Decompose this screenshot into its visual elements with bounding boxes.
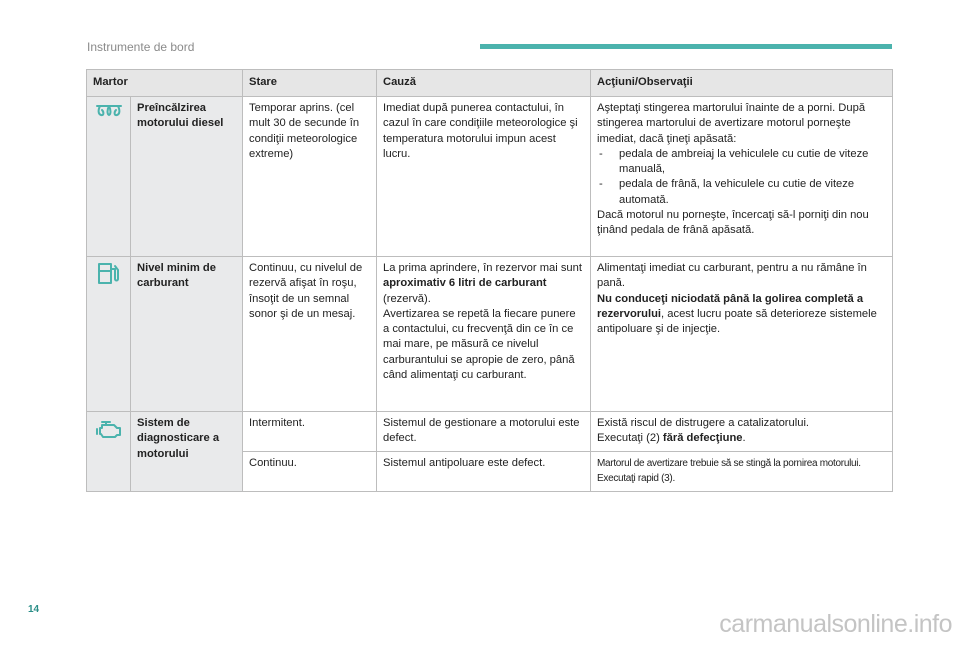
actions-text: .	[742, 432, 746, 445]
table-row	[87, 412, 893, 452]
actions-cell	[591, 412, 893, 452]
actions-cell	[591, 257, 893, 412]
glow-plug-icon	[94, 101, 124, 125]
state-cell: Continuu, cu nivelul de rezervă afişat în roşu, însoţit de un semnal sonor şi de un mesaj.	[243, 257, 377, 412]
actions-text: Executaţi rapid (3).	[597, 473, 675, 484]
section-title-bar	[480, 44, 892, 49]
page-number: 14	[28, 604, 40, 615]
cause-cell: Imediat după punerea contactului, în cazul în care condiţiile meteorologice şi temperatura motorului impun acest lucru.	[377, 97, 591, 257]
cause-cell	[377, 257, 591, 412]
actions-text: Martorul de avertizare trebuie să se stingă la pornirea motorului.	[597, 458, 861, 469]
actions-text: Alimentaţi imediat cu carburant, pentru a nu rămâne în pană.	[597, 262, 867, 290]
section-title: Instrumente de bord	[87, 40, 195, 54]
list-item: - pedala de frână, la vehiculele cu cutie de viteze automată.	[597, 177, 886, 208]
warning-name: Preîncălzirea motorului diesel	[131, 97, 243, 257]
watermark: carmanualsonline.info	[719, 610, 952, 638]
state-cell: Intermitent.	[243, 412, 377, 452]
warning-name: Sistem de diagnosticare a motorului	[131, 412, 243, 492]
actions-text: Există riscul de distrugere a catalizatorului.	[597, 417, 810, 429]
list-item: - pedala de ambreiaj la vehiculele cu cutie de viteze manuală,	[597, 147, 886, 178]
warning-name: Nivel minim de carburant	[131, 257, 243, 412]
warning-lights-table	[86, 69, 893, 492]
engine-check-icon	[94, 416, 124, 440]
cause-text: Avertizarea se repetă la fiecare punere a contactului, cu frecvenţă din ce în ce mai mare, pe măsură ce nivelul carburantului se apropie de zero, până când alimentaţi cu carburant.	[383, 307, 576, 382]
cause-bold-text: aproximativ 6 litri de carburant	[383, 277, 547, 290]
actions-text: , acest lucru poate să deterioreze sistemele antipoluare şi de injecţie.	[597, 307, 877, 336]
actions-text: Executaţi (2)	[597, 432, 663, 445]
table-header-row	[87, 70, 893, 97]
state-cell: Temporar aprins. (cel mult 30 de secunde în condiţii meteorologice extreme)	[243, 97, 377, 257]
table-row	[87, 97, 893, 257]
actions-list	[597, 147, 886, 208]
column-header-stare: Stare	[243, 70, 377, 97]
actions-cell	[591, 97, 893, 257]
icon-cell	[87, 412, 131, 492]
actions-bold-text: Nu conduceţi niciodată până la golirea completă a rezervorului	[597, 292, 864, 320]
column-header-martor: Martor	[87, 70, 243, 97]
actions-cell	[591, 452, 893, 492]
cause-cell: Sistemul antipoluare este defect.	[377, 452, 591, 492]
icon-cell	[87, 257, 131, 412]
fuel-pump-icon	[94, 261, 124, 285]
actions-outro: Dacă motorul nu porneşte, încercaţi să-l porniţi din nou ţinând pedala de frână apăsată.	[597, 209, 869, 237]
state-cell: Continuu.	[243, 452, 377, 492]
table-row	[87, 257, 893, 412]
cause-text: La prima aprindere, în rezervor mai sunt	[383, 262, 582, 274]
column-header-actiuni: Acţiuni/Observaţii	[591, 70, 893, 97]
actions-intro: Aşteptaţi stingerea martorului înainte de a porni. După stingerea martorului de avertizare motorul porneşte imediat, dacă ţineţi apăsată:	[597, 102, 866, 145]
cause-cell: Sistemul de gestionare a motorului este defect.	[377, 412, 591, 452]
cause-text: (rezervă).	[383, 292, 431, 305]
column-header-cauza: Cauză	[377, 70, 591, 97]
icon-cell	[87, 97, 131, 257]
actions-bold-text: fără defecţiune	[662, 432, 743, 445]
